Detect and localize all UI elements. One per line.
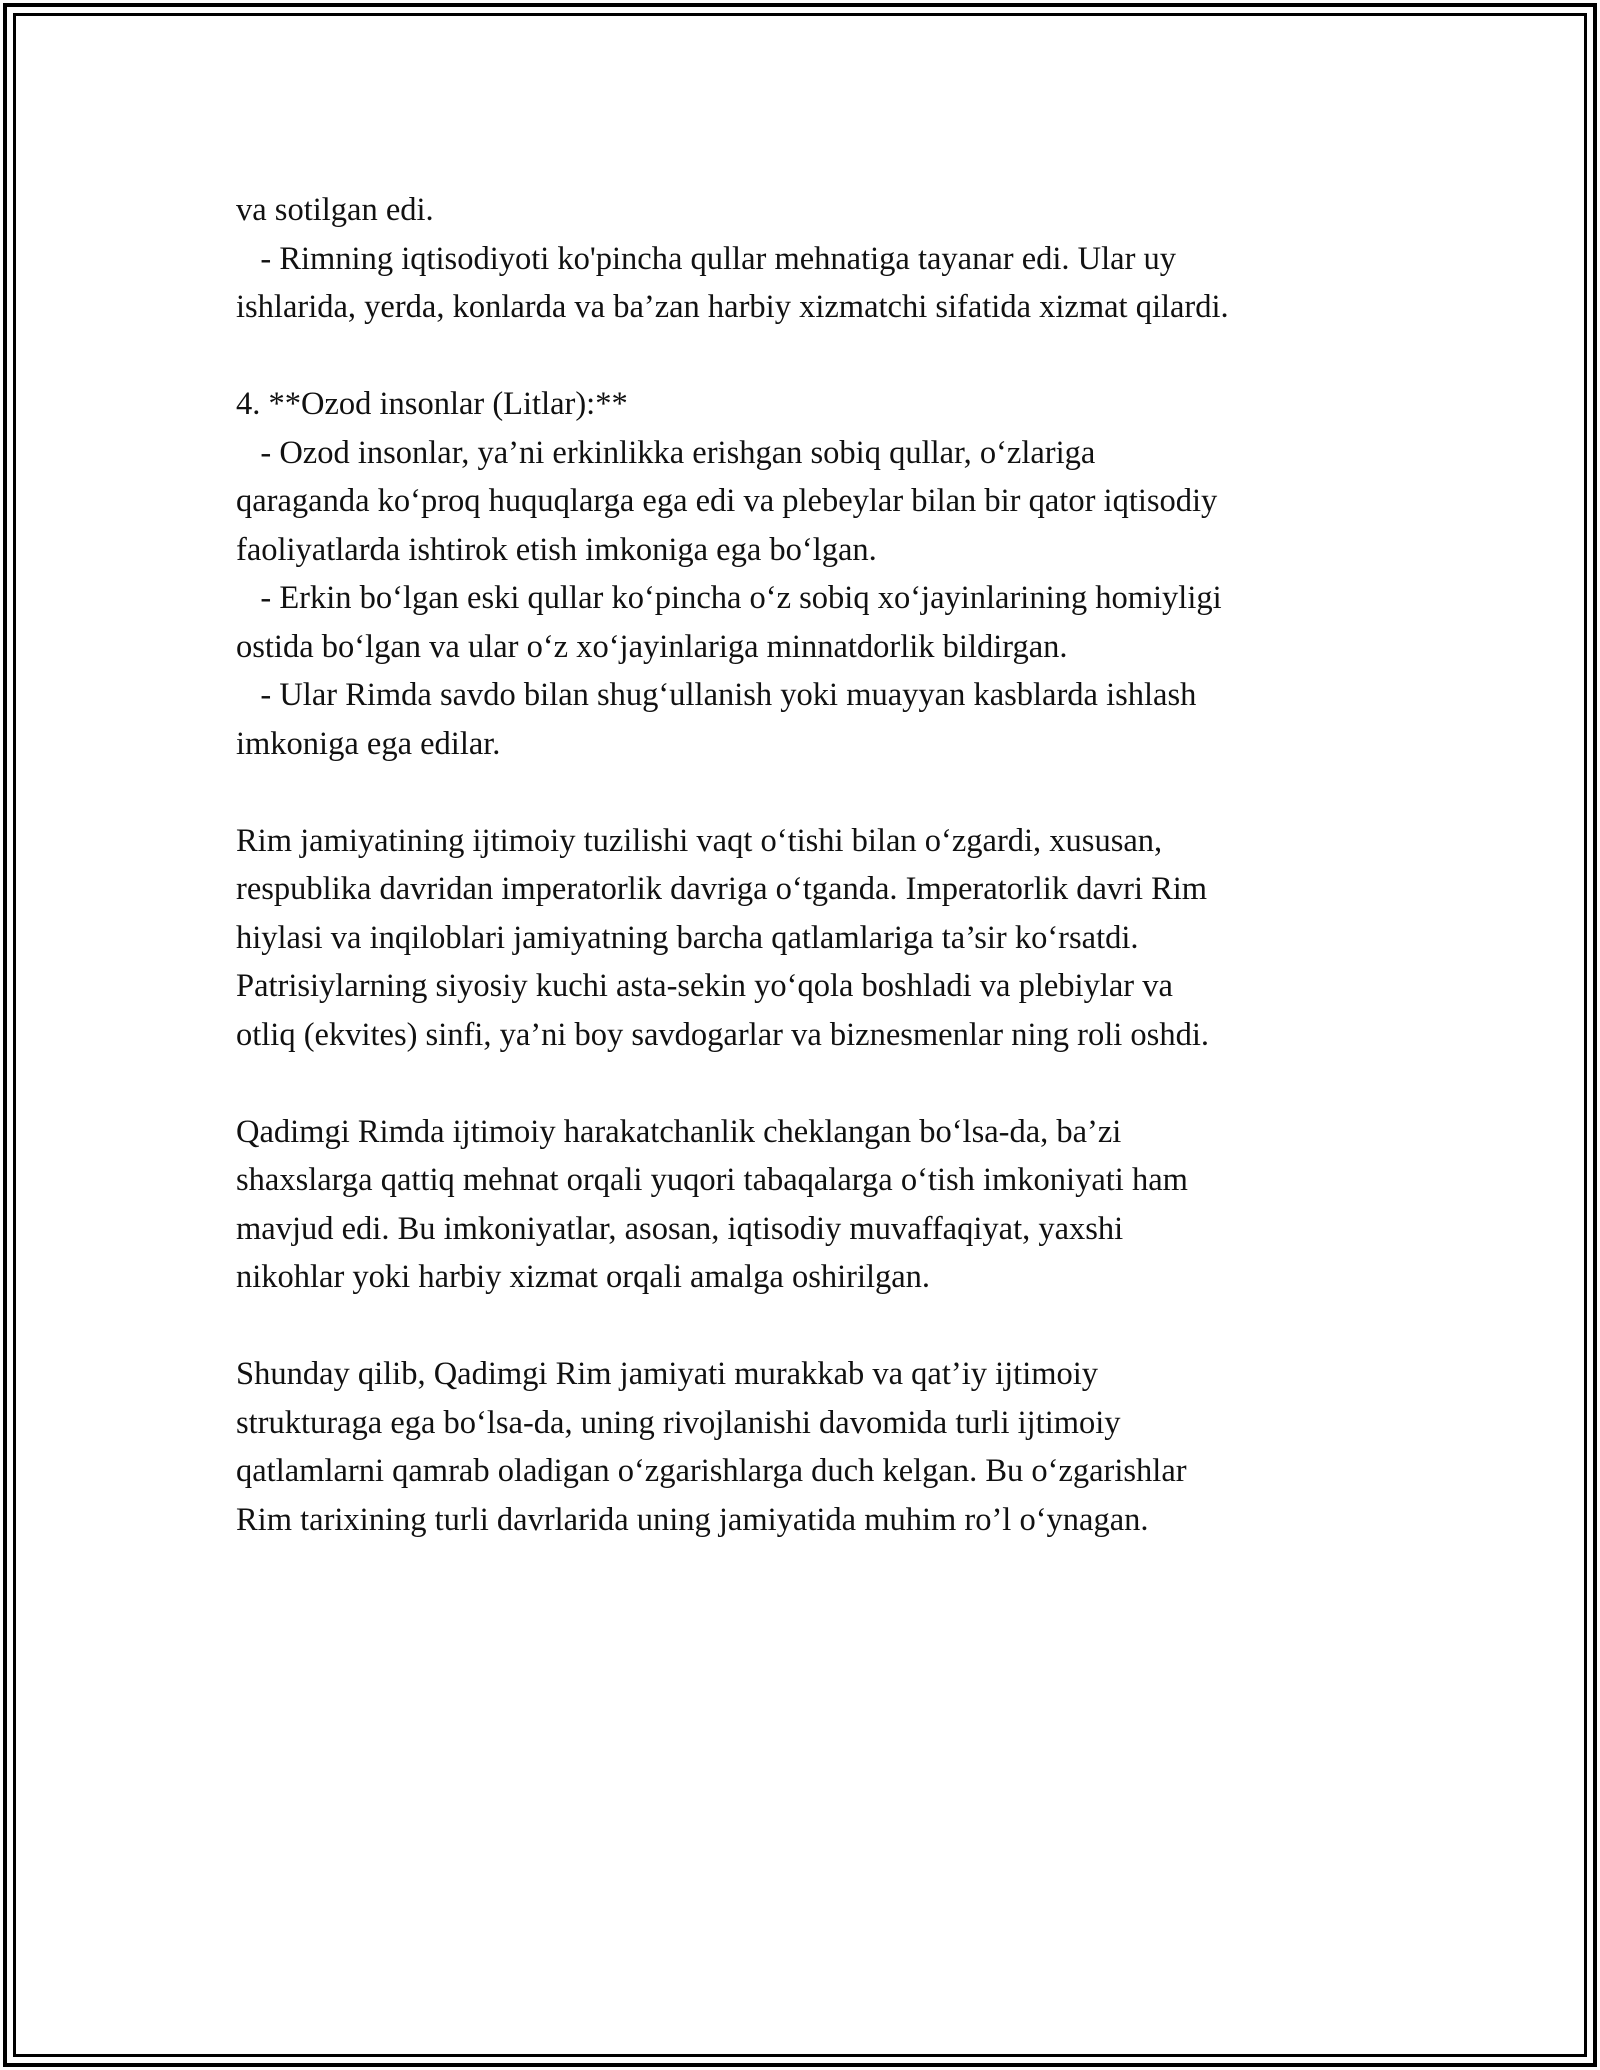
section-heading: 4. **Ozod insonlar (Litlar):**: [236, 386, 628, 422]
text-line: mavjud edi. Bu imkoniyatlar, asosan, iqtisodiy muvaffaqiyat, yaxshi: [236, 1210, 1124, 1247]
paragraph-gap: [236, 768, 1416, 817]
text-line: - Erkin bo‘lgan eski qullar ko‘pincha o‘z sobiq xo‘jayinlarining homiyligi: [236, 580, 1222, 616]
text-line: otliq (ekvites) sinfi, ya’ni boy savdogarlar va biznesmenlar ning roli oshdi.: [236, 1016, 1209, 1053]
text-line: imkoniga ega edilar.: [236, 725, 501, 762]
text-line: strukturaga ega bo‘lsa-da, uning rivojlanishi davomida turli ijtimoiy: [236, 1404, 1121, 1441]
text-line: Rim tarixining turli davrlarida uning jamiyatida muhim ro’l o‘ynagan.: [236, 1501, 1149, 1538]
text-line: Qadimgi Rimda ijtimoiy harakatchanlik cheklangan bo‘lsa-da, ba’zi: [236, 1113, 1122, 1150]
text-line: faoliyatlarda ishtirok etish imkoniga ega bo‘lgan.: [236, 531, 877, 568]
document-body: [236, 186, 1416, 1544]
text-line: hiylasi va inqiloblari jamiyatning barcha qatlamlariga ta’sir ko‘rsatdi.: [236, 919, 1139, 956]
text-line: va sotilgan edi.: [236, 192, 434, 228]
text-line: qatlamlarni qamrab oladigan o‘zgarishlarga duch kelgan. Bu o‘zgarishlar: [236, 1453, 1187, 1489]
text-line: Shunday qilib, Qadimgi Rim jamiyati murakkab va qat’iy ijtimoiy: [236, 1356, 1099, 1392]
text-line: - Ozod insonlar, ya’ni erkinlikka erishgan sobiq qullar, o‘zlariga: [236, 434, 1096, 471]
text-line: ishlarida, yerda, konlarda va ba’zan harbiy xizmatchi sifatida xizmat qilardi.: [236, 289, 1229, 325]
text-line: qaraganda ko‘proq huquqlarga ega edi va plebeylar bilan bir qator iqtisodiy: [236, 483, 1218, 519]
text-line: Rim jamiyatining ijtimoiy tuzilishi vaqt o‘tishi bilan o‘zgardi, xususan,: [236, 822, 1163, 859]
paragraph-gap: [236, 1059, 1416, 1108]
paragraph-gap: [236, 332, 1416, 381]
text-line: shaxslarga qattiq mehnat orqali yuqori tabaqalarga o‘tish imkoniyati ham: [236, 1162, 1188, 1198]
text-line: Patrisiylarning siyosiy kuchi asta-sekin yo‘qola boshladi va plebiylar va: [236, 968, 1173, 1004]
paragraph-gap: [236, 1302, 1416, 1351]
text-line: respublika davridan imperatorlik davriga o‘tganda. Imperatorlik davri Rim: [236, 871, 1208, 907]
text-line: nikohlar yoki harbiy xizmat orqali amalga oshirilgan.: [236, 1259, 931, 1295]
text-line: ostida bo‘lgan va ular o‘z xo‘jayinlariga minnatdorlik bildirgan.: [236, 628, 1068, 665]
text-line: - Rimning iqtisodiyoti ko'pincha qullar mehnatiga tayanar edi. Ular uy: [236, 240, 1177, 277]
text-line: - Ular Rimda savdo bilan shug‘ullanish yoki muayyan kasblarda ishlash: [236, 677, 1197, 713]
